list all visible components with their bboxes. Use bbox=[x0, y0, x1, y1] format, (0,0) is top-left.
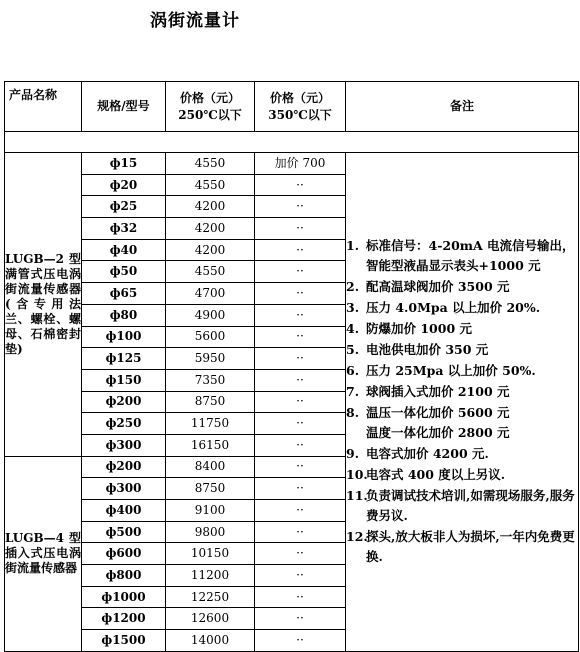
model-cell: ф32 bbox=[82, 218, 166, 240]
price-250-cell: 9100 bbox=[166, 500, 255, 522]
price-250-cell: 4900 bbox=[166, 304, 255, 326]
product-name: LUGB—2型满管式压电涡街流量传感器(含专用法兰、螺栓、螺母、石棉密封垫) bbox=[5, 153, 82, 457]
note-item bbox=[346, 527, 578, 567]
note-text: 标准信号：4-20mA 电流信号输出，智能型液晶显示表头+1000 元 bbox=[366, 237, 575, 273]
note-number: 4. bbox=[346, 320, 360, 336]
model-cell: ф1500 bbox=[82, 630, 166, 652]
price-350-cell: ·· bbox=[255, 369, 346, 391]
model-cell: ф800 bbox=[82, 565, 166, 587]
note-item bbox=[346, 277, 578, 297]
note-number: 12. bbox=[346, 528, 368, 544]
header-price-350 bbox=[255, 82, 346, 132]
model-cell: ф20 bbox=[82, 174, 166, 196]
note-number: 11. bbox=[346, 487, 368, 503]
note-text: 电容式加价 4200 元. bbox=[366, 445, 489, 461]
price-350-cell: ·· bbox=[255, 391, 346, 413]
price-350-cell: ·· bbox=[255, 218, 346, 240]
note-item bbox=[346, 319, 578, 339]
note-text: 负责调试技术培训,如需现场服务,服务费另议. bbox=[366, 487, 575, 523]
note-number: 8. bbox=[346, 404, 360, 420]
note-text: 防爆加价 1000 元 bbox=[366, 320, 472, 336]
model-cell: ф600 bbox=[82, 543, 166, 565]
model-cell: ф100 bbox=[82, 326, 166, 348]
price-350-cell: 加价 700 bbox=[255, 153, 346, 175]
note-text: 温压一体化加价 5600 元 温度一体化加价 2800 元 bbox=[366, 404, 510, 440]
price-250-cell: 4700 bbox=[166, 283, 255, 305]
price-350-cell: ·· bbox=[255, 543, 346, 565]
header-model bbox=[82, 82, 166, 132]
model-cell: ф65 bbox=[82, 283, 166, 305]
header-product-name: 产品名称 bbox=[5, 82, 82, 132]
price-350-cell: ·· bbox=[255, 304, 346, 326]
spacer-cell bbox=[5, 132, 579, 153]
header-price-350-line1: 价格（元） bbox=[269, 90, 330, 105]
note-number: 10. bbox=[346, 466, 368, 482]
note-item bbox=[346, 444, 578, 464]
header-model-label: 规格/型号 bbox=[97, 99, 150, 113]
model-cell: ф80 bbox=[82, 304, 166, 326]
note-number: 7. bbox=[346, 383, 360, 399]
product-name: LUGB—4型插入式压电涡街流量传感器 bbox=[5, 456, 82, 651]
price-250-cell: 4200 bbox=[166, 196, 255, 218]
model-cell: ф1000 bbox=[82, 586, 166, 608]
price-250-cell: 14000 bbox=[166, 630, 255, 652]
page-title: 涡街流量计 bbox=[150, 11, 240, 31]
note-number: 1. bbox=[346, 237, 360, 253]
note-item bbox=[346, 236, 578, 276]
model-cell: ф300 bbox=[82, 434, 166, 456]
price-250-cell: 4200 bbox=[166, 239, 255, 261]
note-number: 6. bbox=[346, 362, 360, 378]
note-item bbox=[346, 382, 578, 402]
model-cell: ф150 bbox=[82, 369, 166, 391]
price-350-cell: ·· bbox=[255, 196, 346, 218]
price-350-cell: ·· bbox=[255, 565, 346, 587]
note-item bbox=[346, 403, 578, 443]
model-cell: ф500 bbox=[82, 521, 166, 543]
price-250-cell: 16150 bbox=[166, 434, 255, 456]
price-250-cell: 5600 bbox=[166, 326, 255, 348]
header-price-250-line2: 250℃以下 bbox=[178, 107, 242, 122]
price-350-cell: ·· bbox=[255, 500, 346, 522]
note-number: 5. bbox=[346, 341, 360, 357]
price-250-cell: 7350 bbox=[166, 369, 255, 391]
price-350-cell: ·· bbox=[255, 586, 346, 608]
price-350-cell: ·· bbox=[255, 478, 346, 500]
model-cell: ф200 bbox=[82, 391, 166, 413]
price-350-cell: ·· bbox=[255, 630, 346, 652]
note-text: 配高温球阀加价 3500 元 bbox=[366, 278, 510, 294]
price-350-cell: ·· bbox=[255, 608, 346, 630]
header-row bbox=[5, 82, 579, 132]
note-number: 3. bbox=[346, 299, 360, 315]
price-250-cell: 5950 bbox=[166, 348, 255, 370]
price-350-cell: ·· bbox=[255, 261, 346, 283]
price-350-cell: ·· bbox=[255, 174, 346, 196]
note-item bbox=[346, 465, 578, 485]
header-notes: 备注 bbox=[346, 82, 579, 132]
model-cell: ф125 bbox=[82, 348, 166, 370]
model-cell: ф15 bbox=[82, 153, 166, 175]
price-250-cell: 8750 bbox=[166, 391, 255, 413]
notes-cell bbox=[346, 153, 579, 652]
price-350-cell: ·· bbox=[255, 348, 346, 370]
price-350-cell: ·· bbox=[255, 456, 346, 478]
note-text: 探头,放大板非人为损坏,一年内免费更换. bbox=[366, 528, 575, 564]
notes-list bbox=[346, 236, 578, 567]
model-cell: ф250 bbox=[82, 413, 166, 435]
model-cell: ф400 bbox=[82, 500, 166, 522]
note-item bbox=[346, 361, 578, 381]
price-350-cell: ·· bbox=[255, 413, 346, 435]
price-350-cell: ·· bbox=[255, 521, 346, 543]
table-row bbox=[5, 153, 579, 175]
note-item bbox=[346, 340, 578, 360]
model-cell: ф50 bbox=[82, 261, 166, 283]
model-cell: ф200 bbox=[82, 456, 166, 478]
price-250-cell: 12250 bbox=[166, 586, 255, 608]
price-250-cell: 10150 bbox=[166, 543, 255, 565]
note-text: 电池供电加价 350 元 bbox=[366, 341, 489, 357]
model-cell: ф1200 bbox=[82, 608, 166, 630]
price-350-cell: ·· bbox=[255, 239, 346, 261]
model-cell: ф25 bbox=[82, 196, 166, 218]
price-250-cell: 8750 bbox=[166, 478, 255, 500]
price-250-cell: 11200 bbox=[166, 565, 255, 587]
note-text: 电容式 400 度以上另议. bbox=[366, 466, 506, 482]
price-250-cell: 11750 bbox=[166, 413, 255, 435]
price-250-cell: 4200 bbox=[166, 218, 255, 240]
note-item bbox=[346, 486, 578, 526]
model-cell: ф40 bbox=[82, 239, 166, 261]
price-250-cell: 8400 bbox=[166, 456, 255, 478]
price-350-cell: ·· bbox=[255, 283, 346, 305]
price-250-cell: 12600 bbox=[166, 608, 255, 630]
spacer-row bbox=[5, 132, 579, 153]
header-price-250 bbox=[166, 82, 255, 132]
note-text: 球阀插入式加价 2100 元 bbox=[366, 383, 510, 399]
price-350-cell: ·· bbox=[255, 434, 346, 456]
note-text: 压力 25Mpa 以上加价 50%. bbox=[366, 362, 536, 378]
price-250-cell: 4550 bbox=[166, 153, 255, 175]
price-350-cell: ·· bbox=[255, 326, 346, 348]
note-number: 9. bbox=[346, 445, 360, 461]
header-price-250-line1: 价格（元） bbox=[179, 90, 240, 105]
note-item bbox=[346, 298, 578, 318]
price-250-cell: 4550 bbox=[166, 261, 255, 283]
note-number: 2. bbox=[346, 278, 360, 294]
header-price-350-line2: 350℃以下 bbox=[268, 107, 332, 122]
model-cell: ф300 bbox=[82, 478, 166, 500]
price-250-cell: 4550 bbox=[166, 174, 255, 196]
price-250-cell: 9800 bbox=[166, 521, 255, 543]
note-text: 压力 4.0Mpa 以上加价 20%. bbox=[366, 299, 541, 315]
price-table bbox=[4, 81, 579, 652]
